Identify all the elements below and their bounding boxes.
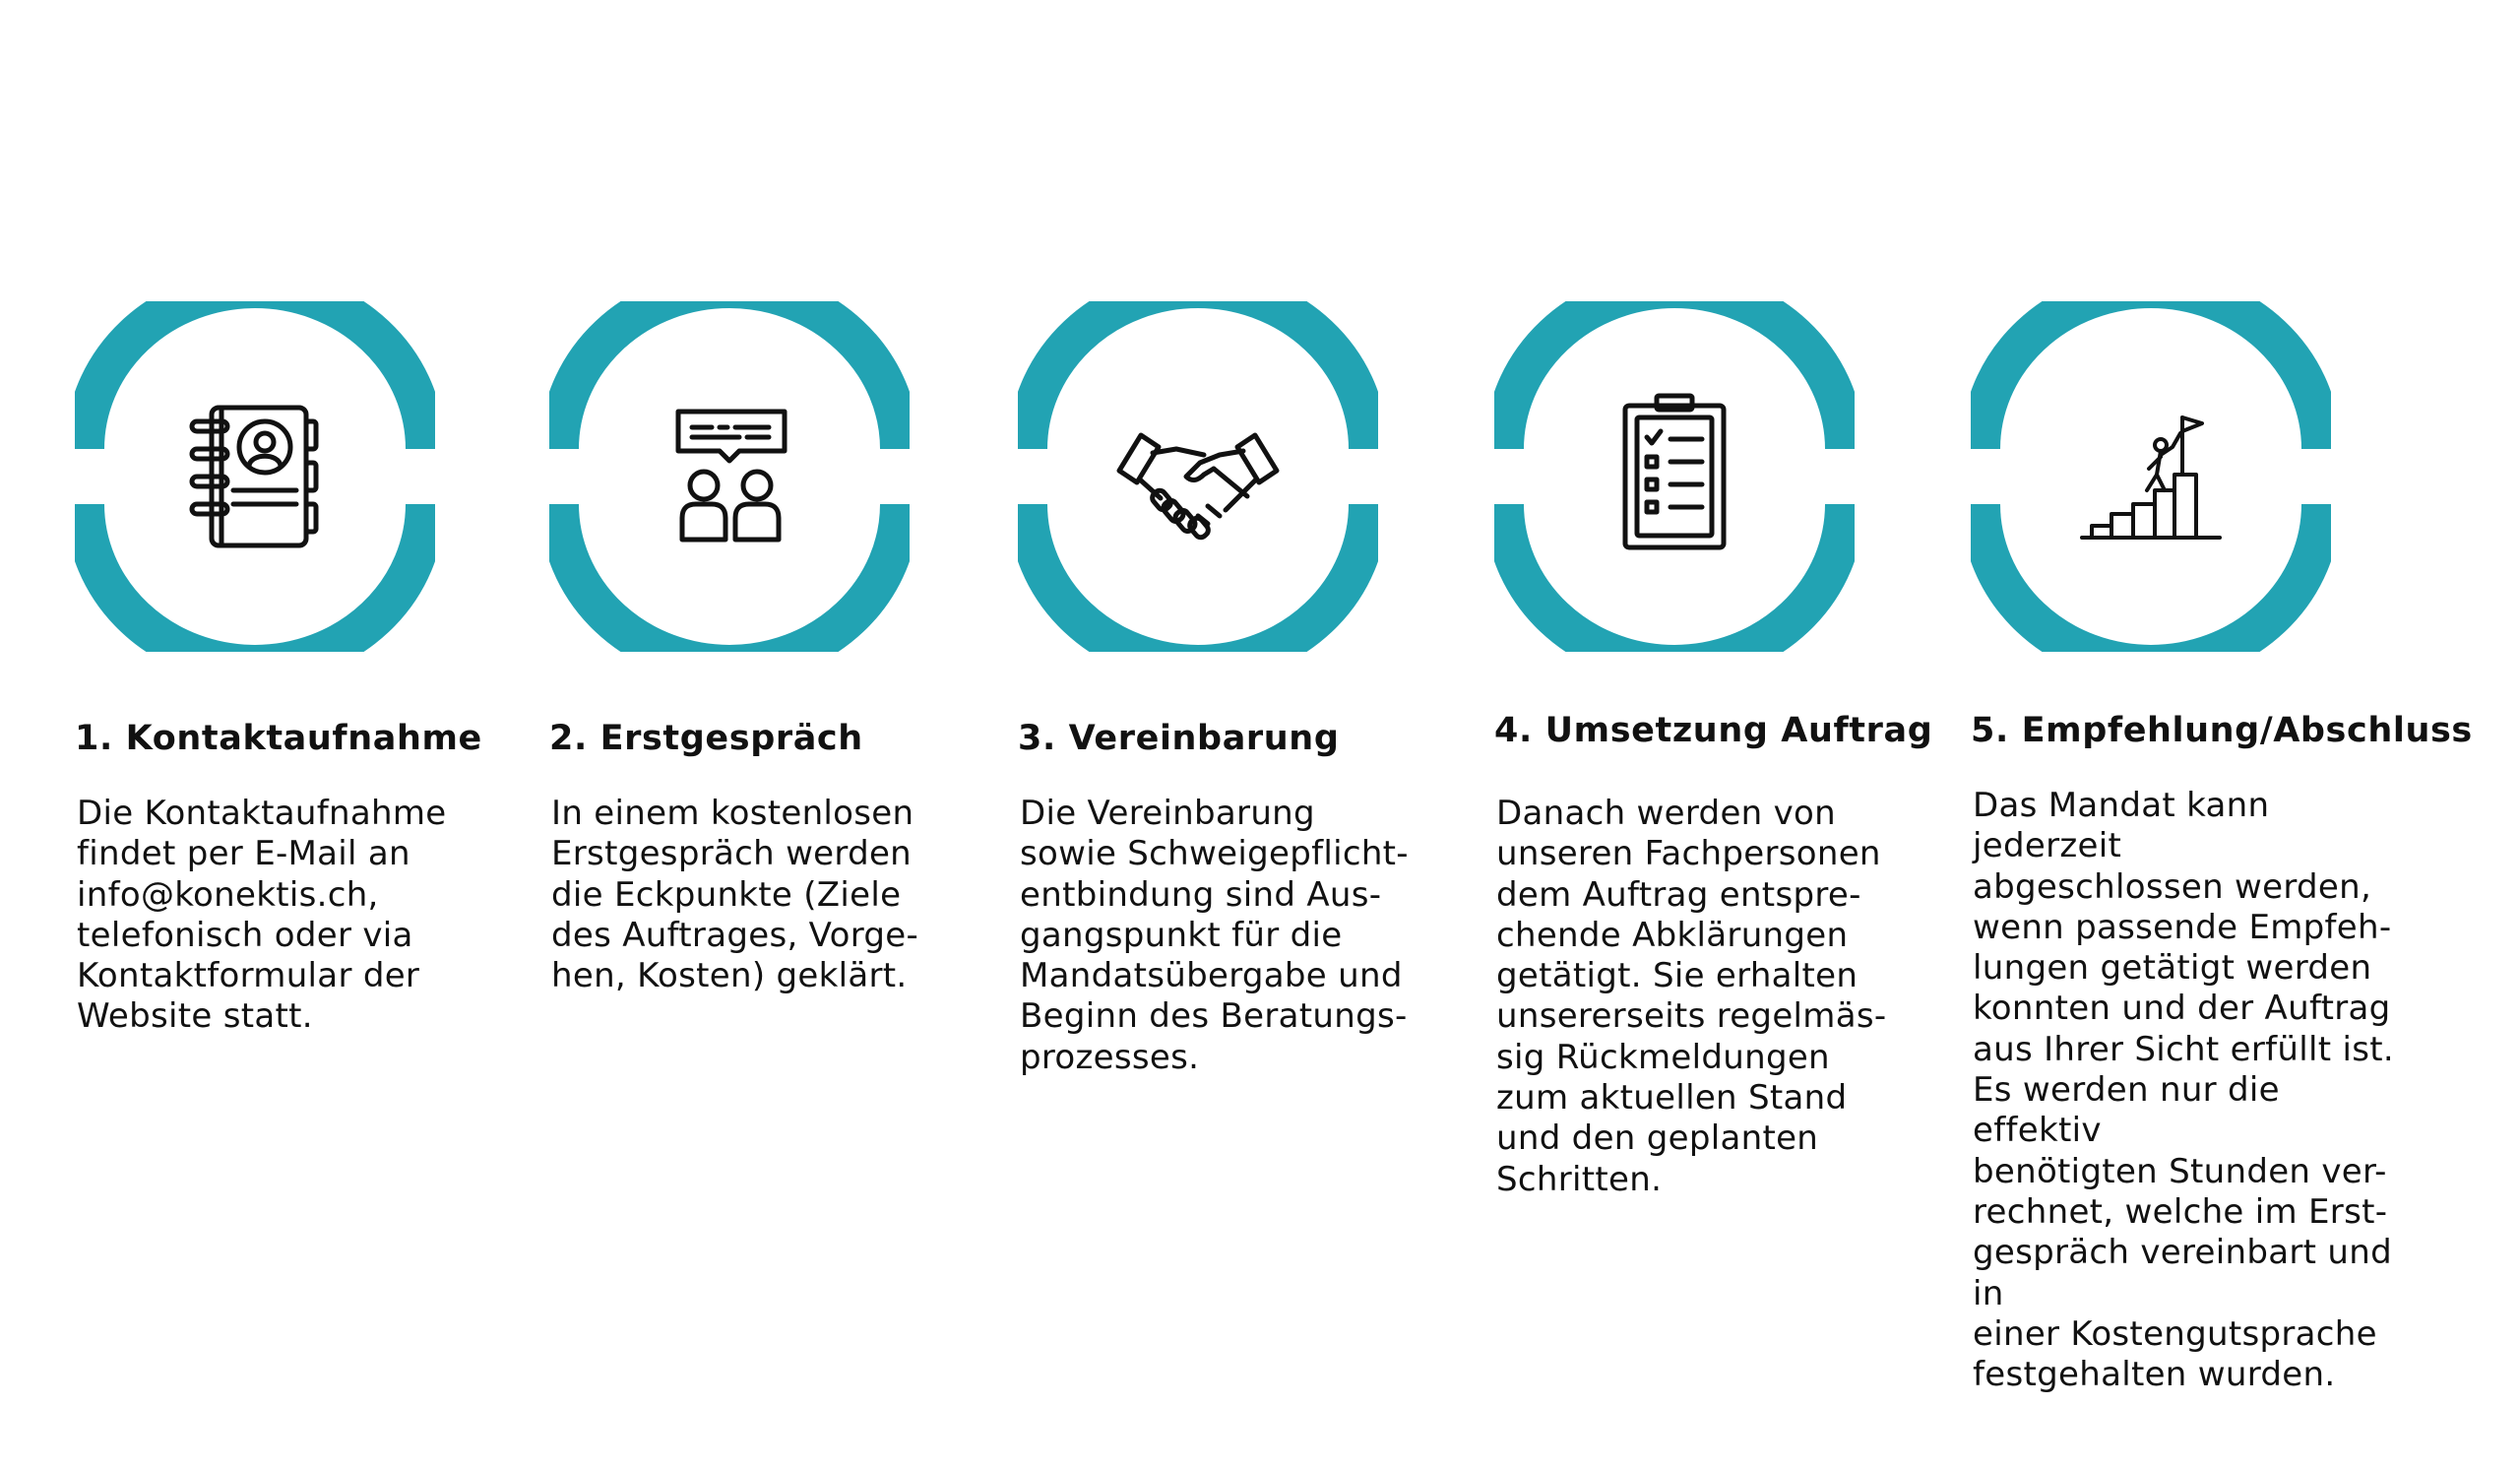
step-title: 4. Umsetzung Auftrag [1494,711,1933,750]
address-book-icon [166,388,344,565]
step-description: Die Vereinbarung sowie Schweigepflicht- entbindung sind Aus- gangspunkt für die Mandatsübergabe und Beginn des Beratungs- prozesses. [1020,794,1409,1077]
process-step-1 [75,0,508,1470]
process-step-3 [1018,0,1451,1470]
step-title: 2. Erstgespräch [549,719,863,758]
step-ring [1971,301,2331,652]
step-title: 1. Kontaktaufnahme [75,719,482,758]
step-ring [1494,301,1855,652]
step-description: Das Mandat kann jederzeit abgeschlossen werden, wenn passende Empfeh- lungen getätigt werden konnten und der Auftrag aus Ihrer Sicht erfüllt ist. Es werden nur die effektiv benötigten Stunden ver- rechnet, welche im Erst- gespräch vereinbart und in einer Kostengutsprache festgehalten wurden. [1973,786,2394,1395]
process-step-4 [1494,0,1933,1470]
step-description: Die Kontaktaufnahme findet per E-Mail an info@konektis.ch, telefonisch oder via Kontaktformular der Website statt. [77,794,447,1037]
step-ring [1018,301,1378,652]
step-ring [549,301,910,652]
step-title: 5. Empfehlung/Abschluss [1971,711,2473,750]
step-description: In einem kostenlosen Erstgespräch werden die Eckpunkte (Ziele des Auftrages, Vorge- hen, Kosten) geklärt. [551,794,919,996]
conversation-icon [641,388,818,565]
handshake-icon [1109,388,1287,565]
summit-flag-icon [2062,388,2239,565]
clipboard-checklist-icon [1586,388,1763,565]
step-description: Danach werden von unseren Fachpersonen dem Auftrag entspre- chende Abklärungen getätigt. Sie erhalten unsererseits regelmäs- sig Rückmeldungen zum aktuellen Stand und den geplanten Schritten. [1496,794,1887,1199]
process-step-5 [1971,0,2473,1470]
step-title: 3. Vereinbarung [1018,719,1340,758]
step-ring [75,301,435,652]
process-step-2 [549,0,982,1470]
